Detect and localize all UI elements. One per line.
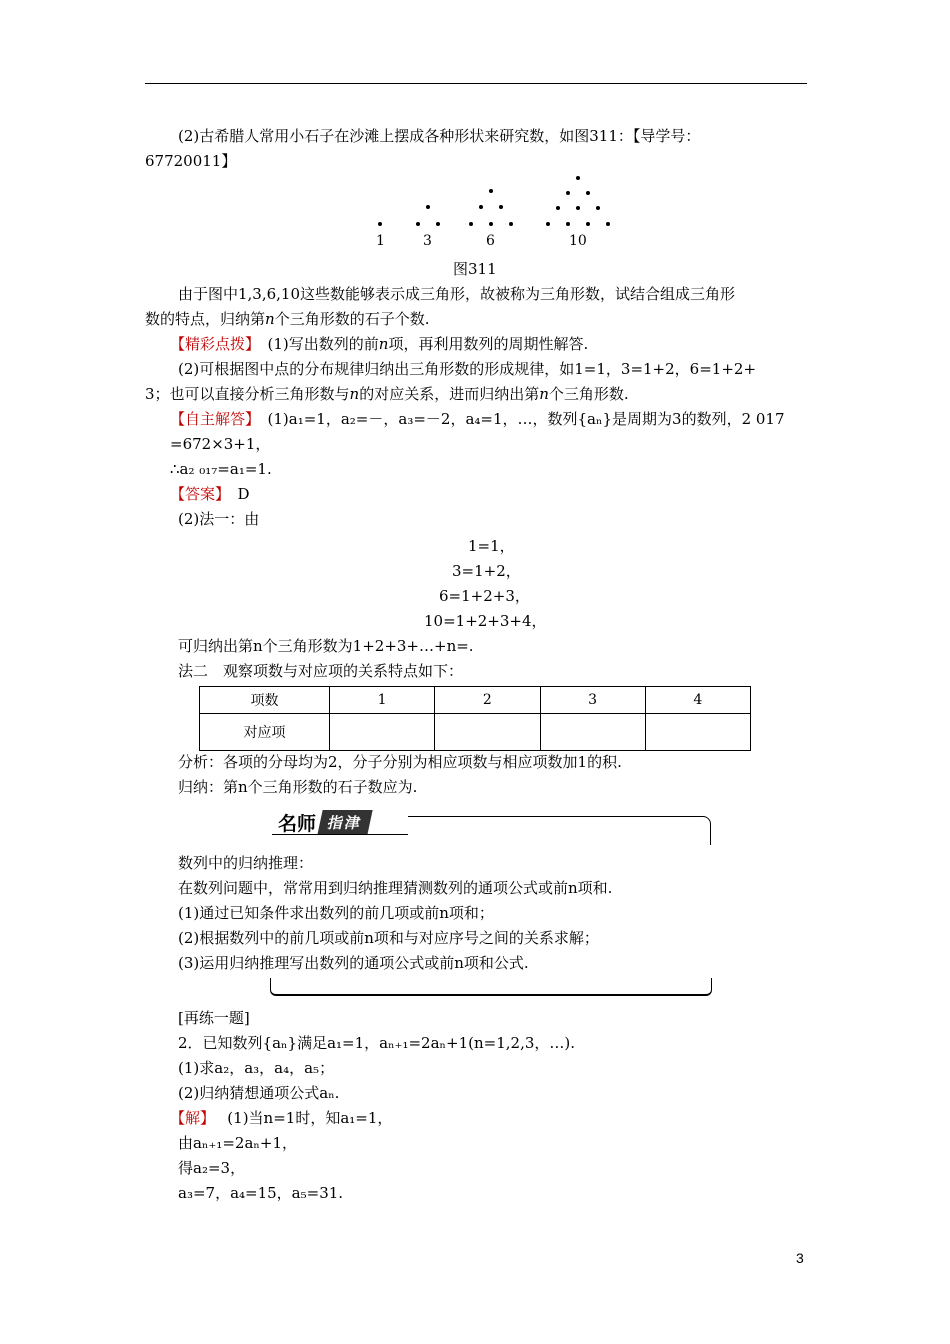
stone-dot bbox=[556, 206, 560, 210]
intro-line-2: 67720011】 bbox=[145, 152, 237, 170]
method1-head: (2)法一：由 bbox=[178, 510, 260, 528]
stone-dot bbox=[596, 206, 600, 210]
question-line-2: 数的特点，归纳第n个三角形数的石子个数. bbox=[145, 310, 430, 328]
equation-line: 3=1+2， bbox=[452, 562, 521, 580]
answer-line bbox=[170, 484, 250, 504]
practice-question: 2．已知数列{aₙ}满足a₁=1，aₙ₊₁=2aₙ+1(n=1,2,3，…). bbox=[178, 1034, 576, 1052]
table-cell: 对应项 bbox=[200, 714, 330, 751]
stone-dot bbox=[606, 222, 610, 226]
badge-right-text: 指津 bbox=[317, 810, 372, 835]
answer-value: D bbox=[237, 485, 250, 503]
figure-caption: 图311 bbox=[453, 260, 497, 278]
tip-box-line: (2)根据数列中的前几项或前n项和与对应序号之间的关系求解； bbox=[178, 929, 599, 947]
tip-box-title: 数列中的归纳推理： bbox=[178, 854, 314, 872]
stone-dot bbox=[469, 222, 473, 226]
induce-line: 归纳：第n个三角形数的石子数应为. bbox=[178, 778, 418, 796]
solution-line-2: =672×3+1， bbox=[170, 435, 271, 453]
tip-line-3: 3；也可以直接分析三角形数与n的对应关系，进而归纳出第n个三角形数. bbox=[145, 385, 629, 403]
figure-number-label: 1 bbox=[376, 233, 385, 249]
badge-left-text: 名师 bbox=[278, 812, 317, 835]
figure-number-label: 3 bbox=[423, 233, 432, 249]
table-cell bbox=[540, 714, 645, 751]
stone-dot bbox=[576, 206, 580, 210]
practice-solution-line-3: 得a₂=3， bbox=[178, 1159, 246, 1177]
stone-dot bbox=[566, 222, 570, 226]
table-header-cell: 1 bbox=[330, 687, 435, 714]
header-rule bbox=[145, 83, 807, 84]
tip-box-top-border bbox=[408, 816, 711, 845]
stone-dot bbox=[586, 191, 590, 195]
tip-box-bottom-border bbox=[270, 978, 712, 996]
tip-box-line: (3)运用归纳推理写出数列的通项公式或前n项和公式. bbox=[178, 954, 529, 972]
page-number: 3 bbox=[796, 1250, 804, 1266]
table-header-cell: 4 bbox=[645, 687, 750, 714]
stone-dot bbox=[576, 176, 580, 180]
badge-underline bbox=[272, 834, 408, 835]
tip-line-2: (2)可根据图中点的分布规律归纳出三角形数的形成规律，如1=1，3=1+2，6=1+2+ bbox=[178, 360, 757, 378]
practice-solution-label: 【解】 bbox=[170, 1109, 208, 1127]
term-table bbox=[199, 686, 751, 751]
tip-box-line: (1)通过已知条件求出数列的前几项或前n项和； bbox=[178, 904, 494, 922]
practice-solution-line-1: 【解】 (1)当n=1时，知a₁=1， bbox=[170, 1109, 393, 1127]
stone-dot bbox=[426, 205, 430, 209]
intro-line-1: (2)古希腊人常用小石子在沙滩上摆成各种形状来研究数，如图311：【导学号： bbox=[178, 127, 701, 145]
tip-box-line: 在数列问题中，常常用到归纳推理猜测数列的通项公式或前n项和. bbox=[178, 879, 613, 897]
analysis-line: 分析：各项的分母均为2，分子分别为相应项数与相应项数加1的积. bbox=[178, 753, 622, 771]
equation-line: 1=1， bbox=[468, 537, 515, 555]
figure-number-label: 6 bbox=[486, 233, 495, 249]
stone-dot bbox=[499, 205, 503, 209]
practice-sub-2: (2)归纳猜想通项公式aₙ. bbox=[178, 1084, 340, 1102]
tip-line-1: 【精彩点拨】 (1)写出数列的前n项，再利用数列的周期性解答. bbox=[170, 335, 589, 353]
stone-dot bbox=[489, 189, 493, 193]
solution-line-3: ∴a₂ ₀₁₇=a₁=1. bbox=[170, 460, 272, 478]
solution-line-1: 【自主解答】 (1)a₁=1，a₂=－，a₃=－2，a₄=1，…，数列{aₙ}是周期为3的数列，2 017 bbox=[170, 410, 785, 428]
tip-label: 【精彩点拨】 bbox=[170, 335, 253, 353]
table-cell bbox=[645, 714, 750, 751]
stone-dot bbox=[479, 205, 483, 209]
figure-number-label: 10 bbox=[569, 233, 587, 249]
table-cell bbox=[330, 714, 435, 751]
practice-solution-line-4: a₃=7，a₄=15，a₅=31. bbox=[178, 1184, 344, 1202]
practice-head: [再练一题] bbox=[178, 1009, 250, 1027]
equation-line: 10=1+2+3+4， bbox=[424, 612, 547, 630]
solution-label: 【自主解答】 bbox=[170, 410, 253, 428]
equation-line: 6=1+2+3， bbox=[439, 587, 530, 605]
stone-dot bbox=[586, 222, 590, 226]
stone-dot bbox=[566, 191, 570, 195]
table-header-cell: 2 bbox=[435, 687, 540, 714]
stone-dot bbox=[416, 222, 420, 226]
table-cell bbox=[435, 714, 540, 751]
teacher-tip-badge bbox=[278, 808, 370, 836]
question-line-1: 由于图中1,3,6,10这些数能够表示成三角形，故被称为三角形数，试结合组成三角形 bbox=[178, 285, 736, 303]
stone-dot bbox=[546, 222, 550, 226]
stone-dot bbox=[509, 222, 513, 226]
stone-dot bbox=[489, 222, 493, 226]
table-header-cell: 项数 bbox=[200, 687, 330, 714]
practice-sub-1: (1)求a₂，a₃，a₄，a₅； bbox=[178, 1059, 335, 1077]
practice-solution-line-2: 由aₙ₊₁=2aₙ+1， bbox=[178, 1134, 298, 1152]
stone-dot bbox=[436, 222, 440, 226]
answer-label: 【答案】 bbox=[170, 485, 223, 503]
method1-conclusion: 可归纳出第n个三角形数为1+2+3+…+n=. bbox=[178, 637, 474, 655]
method2-head: 法二 观察项数与对应项的关系特点如下： bbox=[178, 662, 464, 680]
stone-dot bbox=[378, 222, 382, 226]
table-header-cell: 3 bbox=[540, 687, 645, 714]
